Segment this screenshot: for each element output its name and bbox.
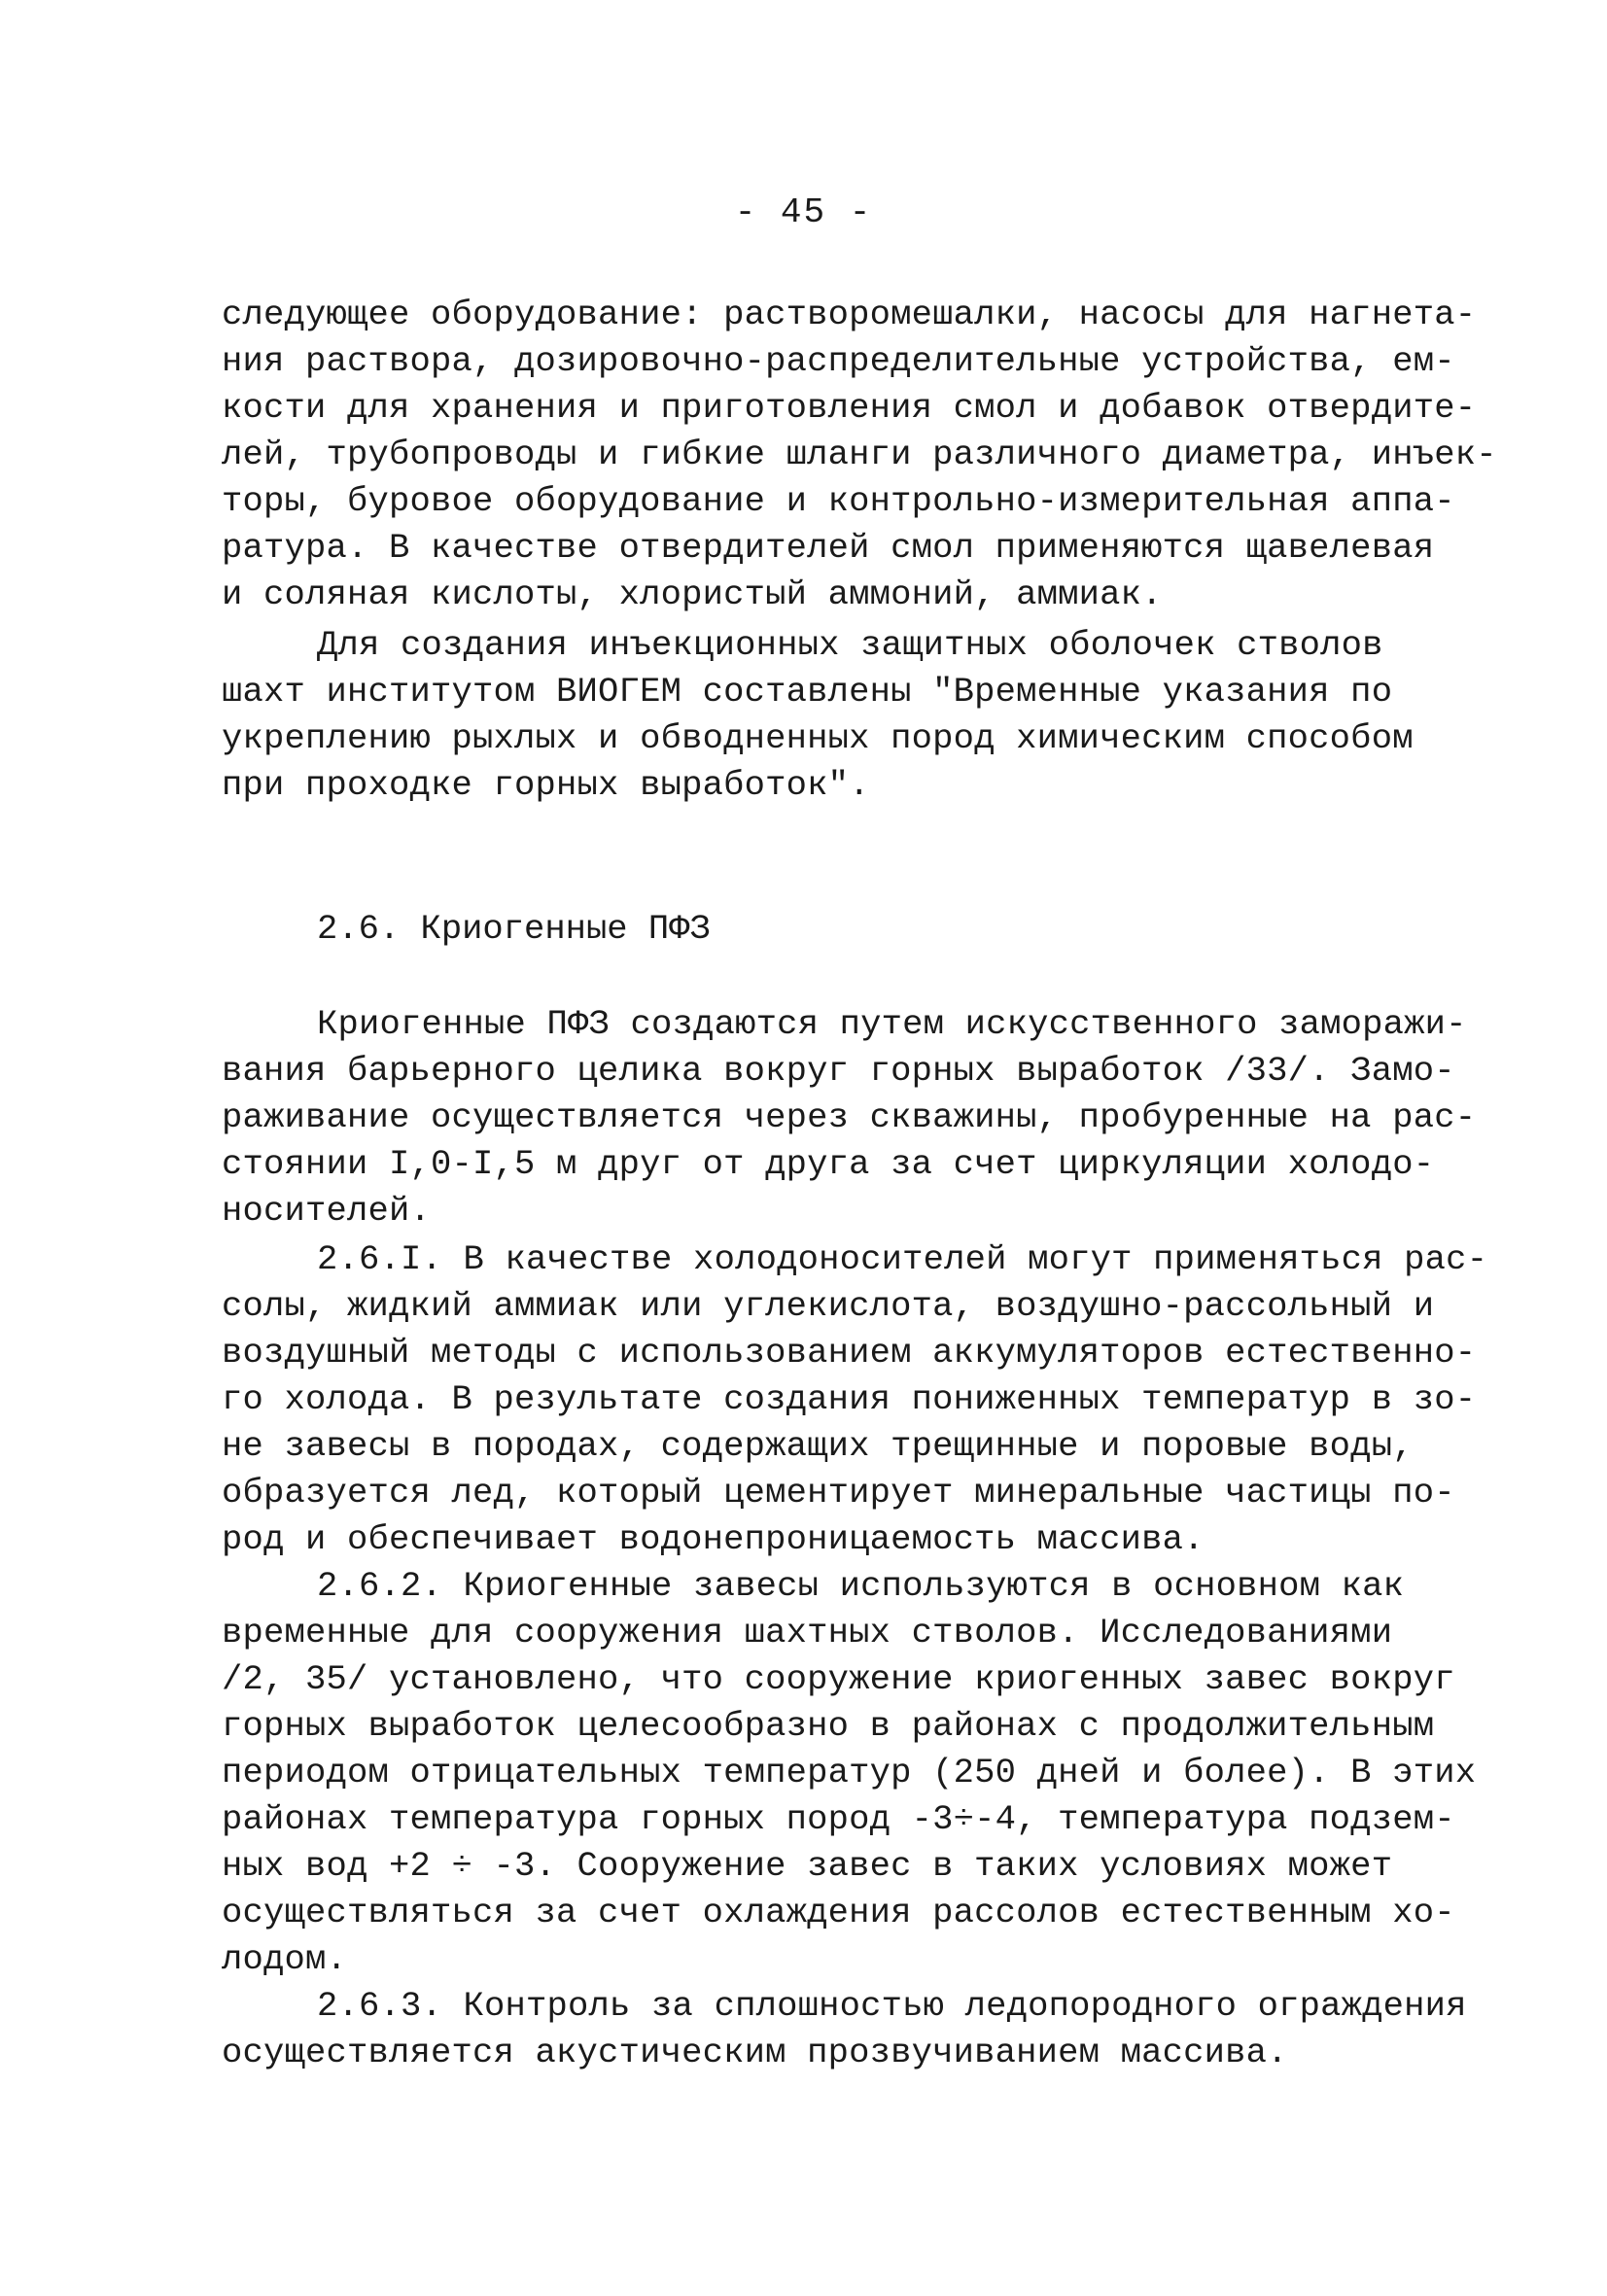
paragraph-6-line-1: 2.6.3. Контроль за сплошностью ледопородного ограждения [317,1986,1467,2026]
paragraph-3-line-5: носителей. [222,1191,432,1231]
paragraph-5-line-6: районах температура горных пород -3÷-4, температура подзем- [222,1799,1455,1839]
paragraph-4-line-2: солы, жидкий аммиак или углекислота, воздушно-рассольный и [222,1286,1435,1326]
paragraph-5-line-2: временные для сооружения шахтных стволов. Исследованиями [222,1613,1393,1652]
paragraph-4-line-4: го холода. В результате создания пониженных температур в зо- [222,1379,1477,1419]
paragraph-5-line-4: горных выработок целесообразно в районах с продолжительным [222,1706,1435,1746]
paragraph-3-line-2: вания барьерного целика вокруг горных выработок /33/. Замо- [222,1051,1455,1091]
paragraph-4-line-3: воздушный методы с использованием аккумуляторов естественно- [222,1333,1477,1373]
paragraph-6-line-2: осуществляется акустическим прозвучиванием массива. [222,2033,1288,2072]
paragraph-1-line-3: кости для хранения и приготовления смол и добавок отвердите- [222,388,1477,428]
paragraph-4-line-7: род и обеспечивает водонепроницаемость массива. [222,1519,1205,1559]
paragraph-5-line-3: /2, 35/ установлено, что сооружение криогенных завес вокруг [222,1659,1455,1699]
paragraph-3-line-3: раживание осуществляется через скважины, пробуренные на рас- [222,1097,1477,1137]
paragraph-4-line-5: не завесы в породах, содержащих трещинные и поровые воды, [222,1426,1414,1466]
paragraph-1-line-7: и соляная кислоты, хлористый аммоний, аммиак. [222,574,1163,614]
paragraph-5-line-7: ных вод +2 ÷ -3. Сооружение завес в таких условиях может [222,1846,1393,1886]
paragraph-5-line-5: периодом отрицательных температур (250 дней и более). В этих [222,1753,1477,1792]
paragraph-4-line-1: 2.6.I. В качестве холодоносителей могут применяться рас- [317,1239,1488,1279]
paragraph-2-line-1: Для создания инъекционных защитных оболочек стволов [317,625,1383,665]
paragraph-2-line-4: при проходке горных выработок". [222,765,870,805]
paragraph-1-line-6: ратура. В качестве отвердителей смол применяются щавелевая [222,528,1435,568]
page-number: - 45 - [734,192,873,232]
paragraph-1-line-4: лей, трубопроводы и гибкие шланги различного диаметра, инъек- [222,435,1497,474]
paragraph-4-line-6: образуется лед, который цементирует минеральные частицы по- [222,1473,1455,1513]
section-heading: 2.6. Криогенные ПФЗ [317,909,711,949]
paragraph-3-line-1: Криогенные ПФЗ создаются путем искусственного заморажи- [317,1004,1467,1044]
paragraph-5-line-1: 2.6.2. Криогенные завесы используются в основном как [317,1566,1405,1606]
paragraph-5-line-9: лодом. [222,1939,348,1979]
paragraph-1-line-2: ния раствора, дозировочно-распределительные устройства, ем- [222,341,1455,381]
paragraph-1-line-5: торы, буровое оборудование и контрольно-измерительная аппа- [222,481,1455,521]
paragraph-2-line-3: укреплению рыхлых и обводненных пород химическим способом [222,718,1414,758]
paragraph-5-line-8: осуществляться за счет охлаждения рассолов естественным хо- [222,1893,1455,1932]
paragraph-1-line-1: следующее оборудование: растворомешалки, насосы для нагнета- [222,295,1477,334]
paragraph-3-line-4: стоянии I,0-I,5 м друг от друга за счет циркуляции холодо- [222,1144,1435,1184]
paragraph-2-line-2: шахт институтом ВИОГЕМ составлены "Временные указания по [222,672,1393,712]
